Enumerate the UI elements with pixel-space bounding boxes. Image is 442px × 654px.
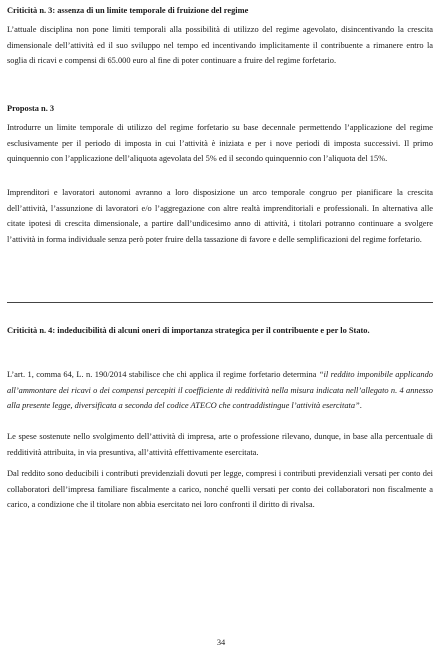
criticita-3-body: L’attuale disciplina non pone limiti temporali alla possibilità di utilizzo del regime agevolato, disincentivando la crescita dimensionale dell’attività ed il suo sviluppo nel tempo ed incentivando implicitamente il contribuente a rimanere entro la soglia di ricavi e compensi di 65.000 euro al fine di poter continuare a fruire del regime forfetario.: [7, 25, 433, 65]
criticita-4-paragraph-3: Dal reddito sono deducibili i contributi previdenziali dovuti per legge, compresi i contributi previdenziali versati per conto dei collaboratori dell’impresa familiare fiscalmente a carico, nonché quelli versati per conto dei collaboratori non fiscalmente a carico, a condizione che il titolare non abbia esercitato nei loro confronti il diritto di rivalsa.: [7, 469, 433, 509]
criticita-4-paragraph-1: [7, 367, 433, 414]
proposta-3-paragraph-2: Imprenditori e lavoratori autonomi avranno a loro disposizione un arco temporale congruo per pianificare la crescita dell’attività, l’assunzione di lavoratori e/o l’aggregazione con altre realtà imprenditoriali e professionali. In alternativa alle citate ipotesi di crescita dimensionale, a partire dall’undicesimo anno di attività, i titolari potranno continuare a svolgere l’attività in forma individuale senza però poter fruire della tassazione di favore e delle semplificazioni del regime forfetario.: [7, 188, 433, 244]
proposta-3-heading: Proposta n. 3: [7, 104, 55, 113]
criticita-4-paragraph-1-text: L’art. 1, comma 64, L. n. 190/2014 stabilisce che chi applica il regime forfetario determina: [7, 370, 319, 379]
section-divider: [7, 302, 433, 303]
legal-quotation: “il reddito imponibile applicando all’ammontare dei ricavi o dei compensi percepiti il coefficiente di redditività nella misura indicata nell’allegato n. 4 annesso alla presente legge, diversificata a seconda del codice ATECO che contraddistingue l’attività esercitata”: [7, 370, 433, 410]
page-number: 34: [216, 638, 226, 647]
criticita-4-heading: Criticità n. 4: indeducibilità di alcuni oneri di importanza strategica per il contribuente e per lo Stato.: [7, 326, 370, 335]
criticita-4-paragraph-1-end: .: [359, 401, 362, 410]
proposta-3-paragraph-1: Introdurre un limite temporale di utilizzo del regime forfetario su base decennale permettendo l’applicazione del regime esclusivamente per il periodo di imposta in cui l’attività è iniziata e per i nove periodi di imposta successivi. Il primo quinquennio con l’applicazione dell’aliquota agevolata del 5% ed il secondo quinquennio con l’aliquota del 15%.: [7, 123, 433, 163]
criticita-4-paragraph-2: Le spese sostenute nello svolgimento dell’attività di impresa, arte o professione rilevano, dunque, in base alla percentuale di redditività attribuita, in via presuntiva, all’attività effettivamente esercitata.: [7, 432, 433, 457]
criticita-3-heading: Criticità n. 3: assenza di un limite temporale di fruizione del regime: [7, 6, 249, 15]
